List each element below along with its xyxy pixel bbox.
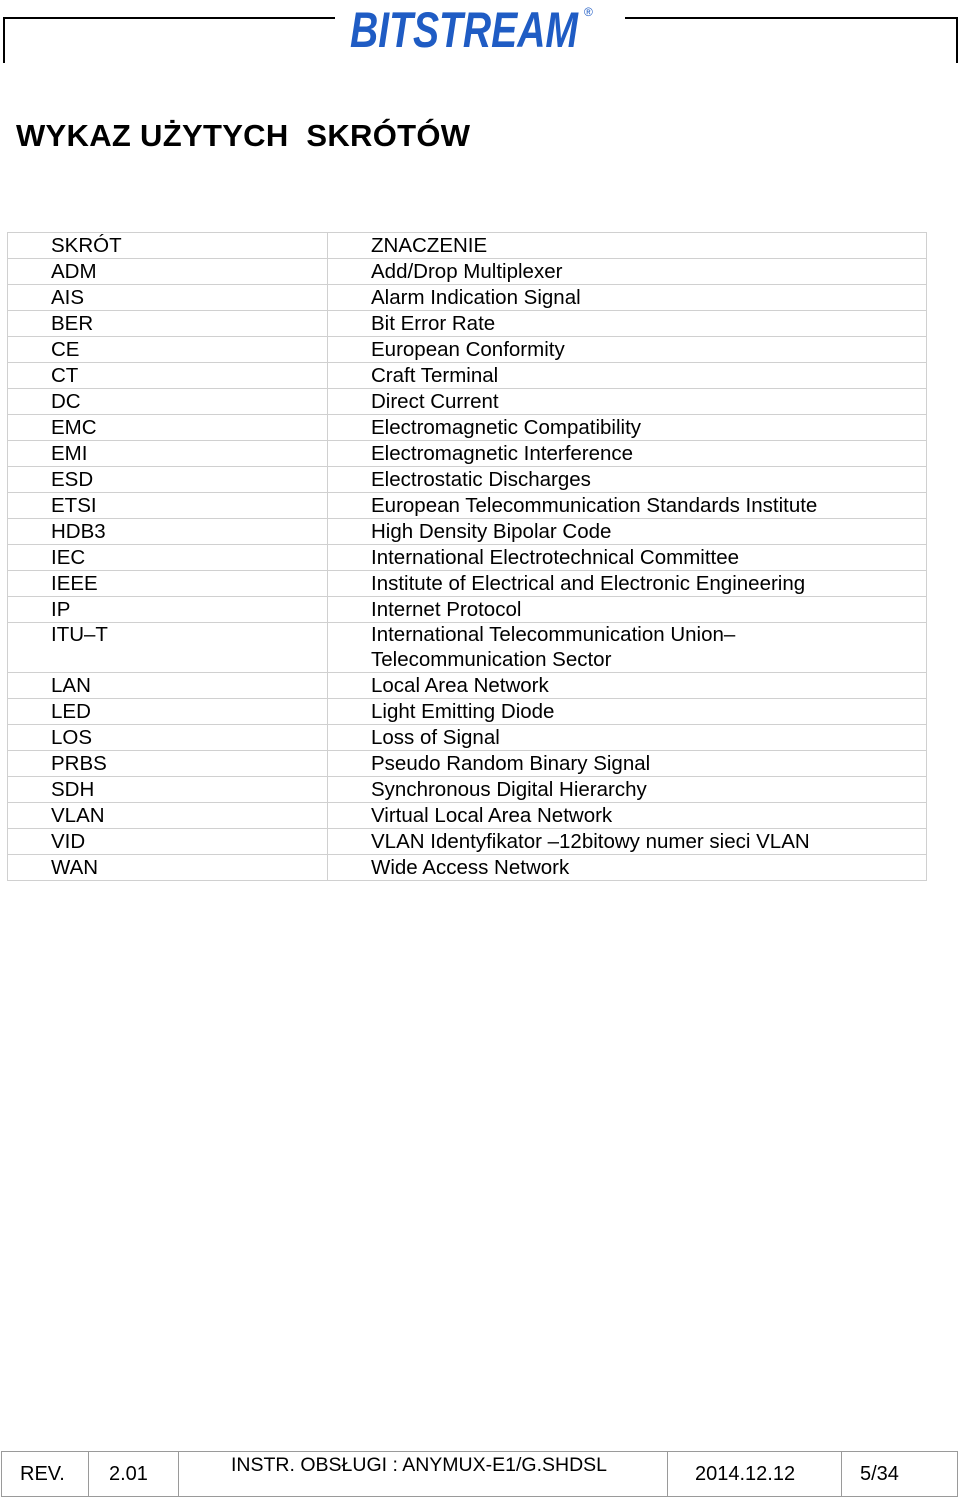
meaning-cell: European Telecommunication Standards Institute [328,493,927,519]
abbreviation-cell: LOS [8,725,328,751]
page-footer [1,1451,958,1497]
document-name: INSTR. OBSŁUGI : ANYMUX-E1/G.SHDSL [179,1452,668,1497]
meaning-cell: Bit Error Rate [328,311,927,337]
abbreviation-cell: BER [8,311,328,337]
meaning-cell: Synchronous Digital Hierarchy [328,777,927,803]
abbreviation-cell: PRBS [8,751,328,777]
table-row [8,519,927,545]
meaning-cell: Wide Access Network [328,855,927,881]
table-row [8,623,927,673]
table-row [8,751,927,777]
meaning-line: Telecommunication Sector [371,647,612,671]
table-row [8,855,927,881]
meaning-cell: Craft Terminal [328,363,927,389]
meaning-cell: Local Area Network [328,673,927,699]
table-row [8,311,927,337]
abbreviation-cell: VLAN [8,803,328,829]
abbreviation-cell: SDH [8,777,328,803]
table-row [8,803,927,829]
meaning-cell: High Density Bipolar Code [328,519,927,545]
meaning-cell: Virtual Local Area Network [328,803,927,829]
logo-text: BITSTREAM [350,2,580,52]
table-row [8,673,927,699]
table-row [8,337,927,363]
abbreviation-cell: LAN [8,673,328,699]
abbreviation-cell: CT [8,363,328,389]
meaning-cell: Direct Current [328,389,927,415]
abbreviation-cell: IP [8,597,328,623]
meaning-cell: Internet Protocol [328,597,927,623]
header-frame-left [3,17,335,63]
table-row [8,699,927,725]
abbreviation-cell: HDB3 [8,519,328,545]
bitstream-logo [346,2,606,52]
table-row [8,829,927,855]
table-row [8,777,927,803]
abbreviation-cell: ITU–T [8,623,328,673]
abbreviation-cell: IEC [8,545,328,571]
abbreviation-cell: VID [8,829,328,855]
abbreviation-cell: LED [8,699,328,725]
table-header-row [8,233,927,259]
revision-label: REV. [2,1452,89,1497]
abbreviation-cell: AIS [8,285,328,311]
abbreviation-cell: ADM [8,259,328,285]
document-date: 2014.12.12 [668,1452,842,1497]
table-row [8,545,927,571]
logo-registered-mark: ® [584,5,593,19]
table-row [8,415,927,441]
page-title: WYKAZ UŻYTYCH SKRÓTÓW [16,118,471,153]
abbreviation-cell: ETSI [8,493,328,519]
abbreviation-cell: WAN [8,855,328,881]
table-row [8,389,927,415]
meaning-cell: European Conformity [328,337,927,363]
abbreviation-cell: CE [8,337,328,363]
meaning-cell: Light Emitting Diode [328,699,927,725]
meaning-cell: Alarm Indication Signal [328,285,927,311]
header-frame-right [625,17,958,63]
abbreviation-table [7,232,927,881]
meaning-cell [328,623,927,673]
abbreviation-cell: IEEE [8,571,328,597]
meaning-cell: Electromagnetic Interference [328,441,927,467]
table-row [8,725,927,751]
meaning-cell: Pseudo Random Binary Signal [328,751,927,777]
column-header-meaning: ZNACZENIE [328,233,927,259]
abbreviation-cell: ESD [8,467,328,493]
meaning-line: International Telecommunication Union– [371,623,736,646]
table-row [8,597,927,623]
meaning-cell: Loss of Signal [328,725,927,751]
revision-value: 2.01 [89,1452,179,1497]
abbreviation-cell: EMI [8,441,328,467]
table-row [8,493,927,519]
table-row [8,441,927,467]
table-row [8,259,927,285]
meaning-cell: Electrostatic Discharges [328,467,927,493]
meaning-cell: Institute of Electrical and Electronic Engineering [328,571,927,597]
table-row [8,571,927,597]
meaning-cell: Electromagnetic Compatibility [328,415,927,441]
abbreviation-cell: EMC [8,415,328,441]
meaning-cell: International Electrotechnical Committee [328,545,927,571]
meaning-cell: Add/Drop Multiplexer [328,259,927,285]
meaning-cell: VLAN Identyfikator –12bitowy numer sieci VLAN [328,829,927,855]
table-row [8,467,927,493]
table-row [8,285,927,311]
table-row [8,363,927,389]
column-header-abbreviation: SKRÓT [8,233,328,259]
abbreviation-cell: DC [8,389,328,415]
page-number: 5/34 [842,1452,958,1497]
